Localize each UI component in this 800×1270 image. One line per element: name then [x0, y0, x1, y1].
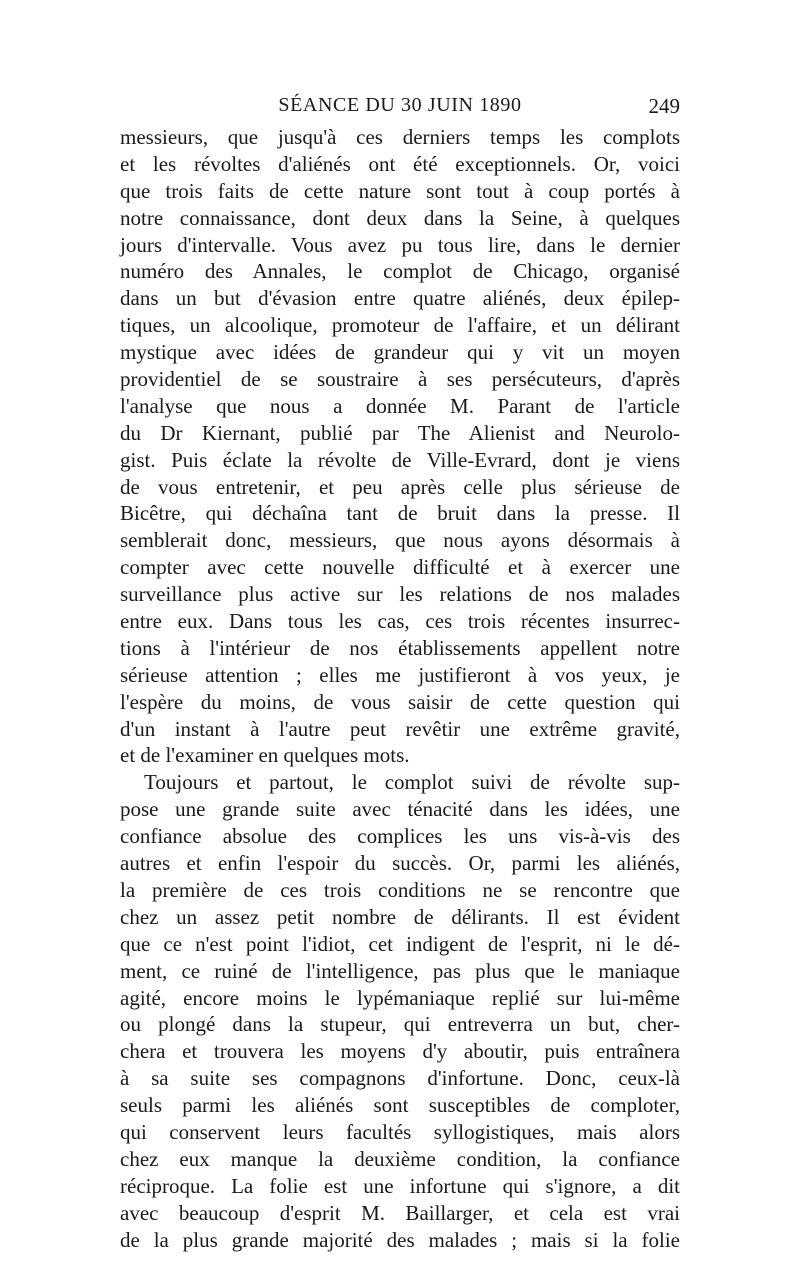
text-line: Bicêtre, qui déchaîna tant de bruit dans la presse. Il — [120, 501, 680, 526]
text-line: notre connaissance, dont deux dans la Seine, à quelques — [120, 205, 680, 230]
body-text — [120, 124, 680, 1253]
text-line: à sa suite ses compagnons d'infortune. Donc, ceux-là — [120, 1066, 680, 1091]
text-line: autres et enfin l'espoir du succès. Or, parmi les aliénés, — [120, 851, 680, 876]
text-line: ou plongé dans la stupeur, qui entreverra un but, cher- — [120, 1012, 680, 1037]
text-line: d'un instant à l'autre peut revêtir une extrême gravité, — [120, 716, 680, 741]
text-line: mystique avec idées de grandeur qui y vit un moyen — [120, 340, 680, 365]
text-line: entre eux. Dans tous les cas, ces trois récentes insurrec- — [120, 609, 680, 634]
text-line: chez eux manque la deuxième condition, la confiance — [120, 1146, 680, 1171]
text-line: que trois faits de cette nature sont tout à coup portés à — [120, 178, 680, 203]
text-line: numéro des Annales, le complot de Chicago, organisé — [120, 259, 680, 284]
text-line: avec beaucoup d'esprit M. Baillarger, et cela est vrai — [120, 1200, 680, 1225]
text-line: messieurs, que jusqu'à ces derniers temps les complots — [120, 125, 680, 149]
text-line: sérieuse attention ; elles me justifieront à vos yeux, je — [120, 662, 680, 687]
text-line: chez un assez petit nombre de délirants. Il est évident — [120, 904, 680, 929]
text-line: que ce n'est point l'idiot, cet indigent de l'esprit, ni le dé- — [120, 931, 680, 956]
text-line: la première de ces trois conditions ne se rencontre que — [120, 877, 680, 902]
text-line: l'analyse que nous a donnée M. Parant de l'article — [120, 393, 680, 418]
text-line: agité, encore moins le lypémaniaque replié sur lui-même — [120, 985, 680, 1010]
text-line: l'espère du moins, de vous saisir de cette question qui — [120, 689, 680, 714]
running-head: SÉANCE DU 30 JUIN 1890 — [278, 94, 522, 116]
text-line: providentiel de se soustraire à ses persécuteurs, d'après — [120, 367, 680, 392]
text-line: dans un but d'évasion entre quatre aliénés, deux épilep- — [120, 286, 680, 311]
text-line: gist. Puis éclate la révolte de Ville-Evrard, dont je viens — [120, 447, 680, 472]
text-line: confiance absolue des complices les uns vis-à-vis des — [120, 824, 680, 849]
page-number: 249 — [648, 94, 680, 118]
text-line: qui conservent leurs facultés syllogistiques, mais alors — [120, 1119, 680, 1144]
text-line: seuls parmi les aliénés sont susceptibles de comploter, — [120, 1093, 680, 1118]
text-line: chera et trouvera les moyens d'y aboutir, puis entraînera — [120, 1039, 680, 1064]
text-line: Toujours et partout, le complot suivi de révolte sup- — [144, 770, 680, 795]
text-line: réciproque. La folie est une infortune qui s'ignore, a dit — [120, 1173, 680, 1198]
text-line: jours d'intervalle. Vous avez pu tous lire, dans le dernier — [120, 232, 680, 257]
text-line: tiques, un alcoolique, promoteur de l'affaire, et un délirant — [120, 313, 680, 338]
text-line: compter avec cette nouvelle difficulté et à exercer une — [120, 555, 680, 580]
text-line: du Dr Kiernant, publié par The Alienist and Neurolo- — [120, 420, 680, 445]
text-line: de la plus grande majorité des malades ; mais si la folie — [120, 1227, 680, 1252]
page-header — [120, 94, 680, 124]
text-line: pose une grande suite avec ténacité dans les idées, une — [120, 797, 680, 822]
text-line: de vous entretenir, et peu après celle plus sérieuse de — [120, 474, 680, 499]
text-line: semblerait donc, messieurs, que nous ayons désormais à — [120, 528, 680, 553]
text-line: et de l'examiner en quelques mots. — [120, 743, 410, 768]
text-line: ment, ce ruiné de l'intelligence, pas plus que le maniaque — [120, 958, 680, 983]
text-line: surveillance plus active sur les relations de nos malades — [120, 582, 680, 607]
text-line: et les révoltes d'aliénés ont été exceptionnels. Or, voici — [120, 151, 680, 176]
text-line: tions à l'intérieur de nos établissements appellent notre — [120, 635, 680, 660]
